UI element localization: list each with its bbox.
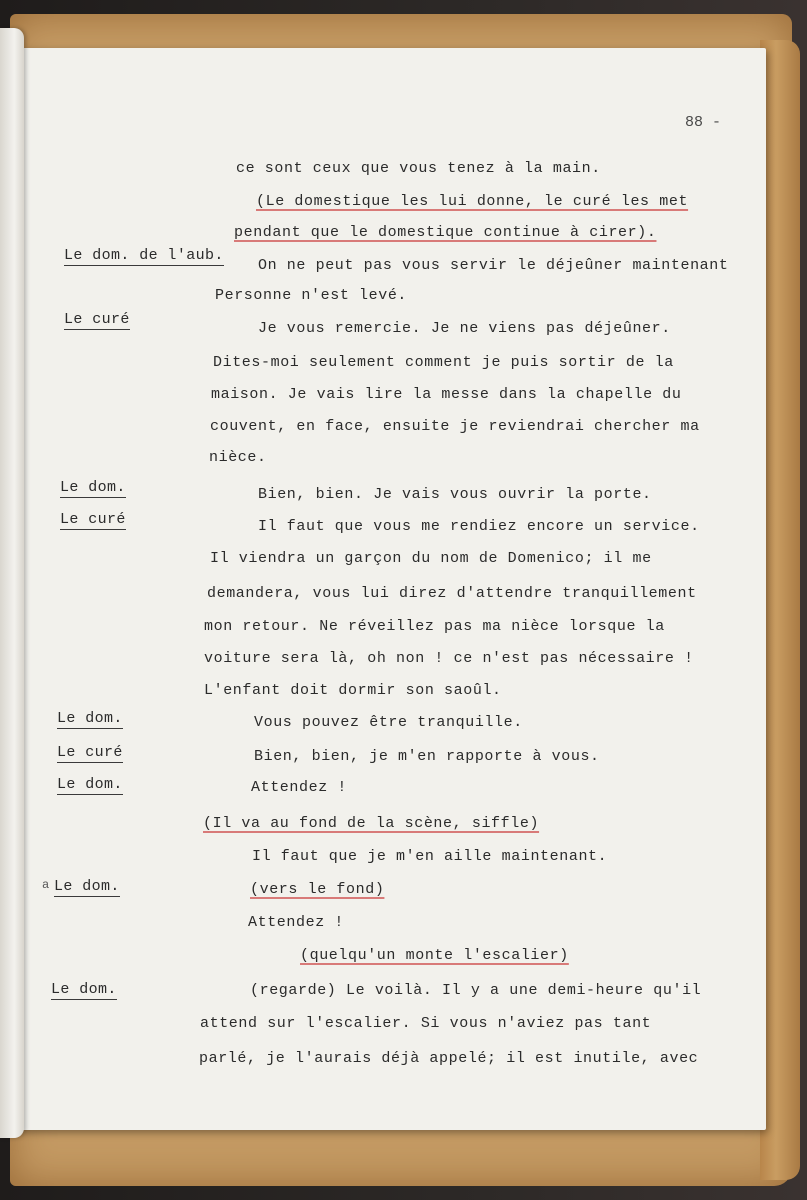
speaker-label: Le curé [57, 744, 123, 761]
text-line: Bien, bien. Je vais vous ouvrir la porte. [258, 486, 652, 503]
stage-direction: (Il va au fond de la scène, siffle) [203, 815, 540, 832]
stage-direction: (vers le fond) [250, 881, 385, 898]
stage-direction: pendant que le domestique continue à cirer). [234, 224, 657, 241]
text-line: L'enfant doit dormir son saoûl. [204, 682, 502, 699]
text-line: demandera, vous lui direz d'attendre tranquillement [207, 585, 697, 602]
text-line: On ne peut pas vous servir le déjeûner maintenant [258, 257, 729, 274]
stage-direction: (Le domestique les lui donne, le curé les met [256, 193, 689, 210]
text-line: couvent, en face, ensuite je reviendrai chercher ma [210, 418, 700, 435]
text-line: Vous pouvez être tranquille. [254, 714, 523, 731]
text-line: (regarde) Le voilà. Il y a une demi-heure qu'il [250, 982, 702, 999]
speaker-label: Le dom. [51, 981, 117, 998]
speaker-label: Le dom. de l'aub. [64, 247, 224, 264]
speaker-label: Le dom. [57, 776, 123, 793]
text-line: Attendez ! [248, 914, 345, 931]
speaker-label: Le curé [64, 311, 130, 328]
text-line: Il faut que vous me rendiez encore un service. [258, 518, 700, 535]
text-line: parlé, je l'aurais déjà appelé; il est inutile, avec [199, 1050, 699, 1067]
text-line: maison. Je vais lire la messe dans la chapelle du [211, 386, 682, 403]
text-line: Je vous remercie. Je ne viens pas déjeûner. [258, 320, 671, 337]
speaker-label: Le curé [60, 511, 126, 528]
text-line: Bien, bien, je m'en rapporte à vous. [254, 748, 600, 765]
page-binding-curl [0, 28, 24, 1138]
text-line: nièce. [209, 449, 267, 466]
text-line: Dites-moi seulement comment je puis sortir de la [213, 354, 674, 371]
text-line: attend sur l'escalier. Si vous n'aviez pas tant [200, 1015, 652, 1032]
text-line: Attendez ! [251, 779, 348, 796]
text-line: Personne n'est levé. [215, 287, 408, 304]
underlying-sheet-edge [760, 40, 800, 1180]
text-line: Il viendra un garçon du nom de Domenico; il me [210, 550, 652, 567]
page-number: 88 - [685, 114, 722, 131]
stage-direction: (quelqu'un monte l'escalier) [300, 947, 569, 964]
text-line: mon retour. Ne réveillez pas ma nièce lorsque la [204, 618, 665, 635]
speaker-label: Le dom. [60, 479, 126, 496]
text-line: Il faut que je m'en aille maintenant. [252, 848, 608, 865]
speaker-label: Le dom. [54, 878, 120, 895]
text-line: voiture sera là, oh non ! ce n'est pas nécessaire ! [204, 650, 694, 667]
text-line: ce sont ceux que vous tenez à la main. [236, 160, 601, 177]
speaker-label: Le dom. [57, 710, 123, 727]
margin-mark: a [42, 878, 50, 892]
